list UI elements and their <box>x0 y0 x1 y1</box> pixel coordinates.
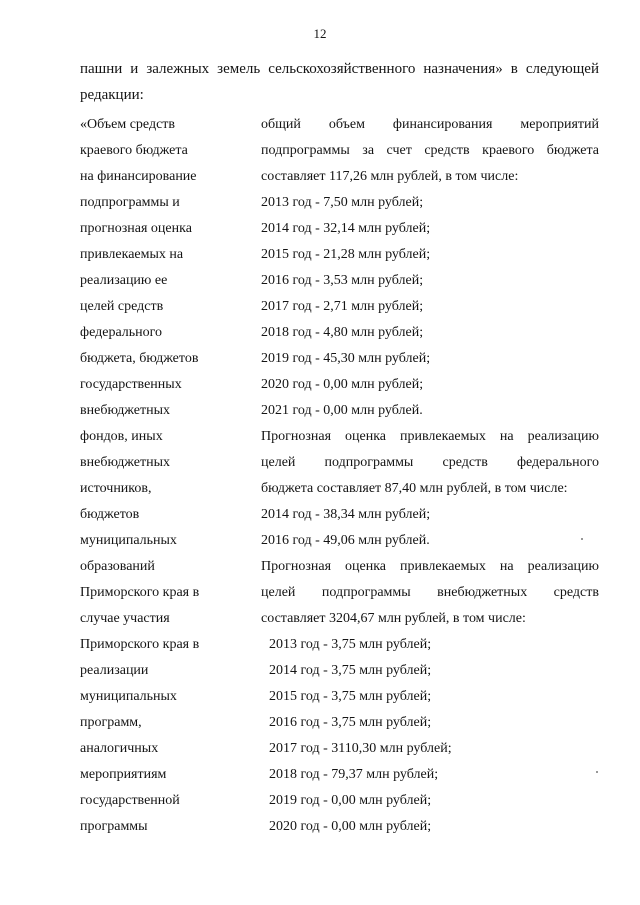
left-column-line: государственной <box>80 793 180 808</box>
page-number: 12 <box>313 26 327 41</box>
right-column-line: 2013 год - 3,75 млн рублей; <box>269 637 432 652</box>
left-column-line: муниципальных <box>80 689 177 704</box>
right-column-line: 2014 год - 38,34 млн рублей; <box>261 507 431 522</box>
left-column-line: на финансирование <box>80 169 197 184</box>
right-column-line: целей подпрограммы внебюджетных средств <box>261 585 599 600</box>
left-column-line: внебюджетных <box>80 455 171 470</box>
left-column-line: случае участия <box>80 611 170 626</box>
left-column-line: подпрограммы и <box>80 195 180 210</box>
left-column-line: Приморского края в <box>80 637 200 652</box>
left-column-line: программы <box>80 819 148 834</box>
left-column-line: краевого бюджета <box>80 143 188 158</box>
left-column-line: Приморского края в <box>80 585 200 600</box>
left-column-line: мероприятиям <box>80 767 167 782</box>
intro-line-1: пашни и залежных земель сельскохозяйственного назначения» в следующей <box>80 61 599 77</box>
right-column-line: 2019 год - 0,00 млн рублей; <box>269 793 432 808</box>
right-column-line: 2015 год - 21,28 млн рублей; <box>261 247 431 262</box>
right-column-line: целей подпрограммы средств федерального <box>261 455 599 470</box>
right-column-line: 2018 год - 4,80 млн рублей; <box>261 325 424 340</box>
right-column-line: 2020 год - 0,00 млн рублей; <box>261 377 424 392</box>
right-column-line: 2014 год - 3,75 млн рублей; <box>269 663 432 678</box>
scan-speck <box>581 538 583 540</box>
left-column-line: программ, <box>80 715 142 730</box>
left-column-line: целей средств <box>80 299 164 314</box>
right-column-line: 2015 год - 3,75 млн рублей; <box>269 689 432 704</box>
left-column-line: «Объем средств <box>80 117 176 132</box>
left-column-line: бюджета, бюджетов <box>80 351 199 366</box>
left-column-line: реализацию ее <box>80 273 168 288</box>
right-column-line: 2014 год - 32,14 млн рублей; <box>261 221 431 236</box>
left-column-line: муниципальных <box>80 533 177 548</box>
right-column-line: Прогнозная оценка привлекаемых на реализацию <box>261 559 599 574</box>
right-column-line: 2016 год - 3,53 млн рублей; <box>261 273 424 288</box>
left-column-line: внебюджетных <box>80 403 171 418</box>
right-column-line: 2016 год - 3,75 млн рублей; <box>269 715 432 730</box>
right-column-line: 2021 год - 0,00 млн рублей. <box>261 403 423 418</box>
right-column-line: составляет 3204,67 млн рублей, в том числе: <box>261 611 526 626</box>
right-column-line: подпрограммы за счет средств краевого бюджета <box>261 143 599 158</box>
left-column-line: образований <box>80 559 155 574</box>
right-column-line: 2020 год - 0,00 млн рублей; <box>269 819 432 834</box>
right-column-line: бюджета составляет 87,40 млн рублей, в том числе: <box>261 481 568 496</box>
left-column-line: источников, <box>80 481 152 496</box>
scan-speck <box>596 771 598 773</box>
table-right-column <box>261 115 599 843</box>
left-column-line: бюджетов <box>80 507 140 522</box>
left-column-line: привлекаемых на <box>80 247 184 262</box>
left-column-line: государственных <box>80 377 182 392</box>
right-column-line: Прогнозная оценка привлекаемых на реализацию <box>261 429 599 444</box>
right-column-line: 2016 год - 49,06 млн рублей. <box>261 533 430 548</box>
right-column-line: 2019 год - 45,30 млн рублей; <box>261 351 431 366</box>
right-column-line: 2017 год - 3110,30 млн рублей; <box>269 741 452 756</box>
left-column-line: аналогичных <box>80 741 159 756</box>
right-column-line: 2017 год - 2,71 млн рублей; <box>261 299 424 314</box>
right-column-line: 2018 год - 79,37 млн рублей; <box>269 767 439 782</box>
right-column-line: составляет 117,26 млн рублей, в том числе: <box>261 169 519 184</box>
table-left-column <box>80 115 250 843</box>
left-column-line: федерального <box>80 325 163 340</box>
left-column-line: реализации <box>80 663 149 678</box>
right-column-line: общий объем финансирования мероприятий <box>261 117 599 132</box>
intro-line-2: редакции: <box>80 87 144 103</box>
left-column-line: фондов, иных <box>80 429 163 444</box>
left-column-line: прогнозная оценка <box>80 221 192 236</box>
right-column-line: 2013 год - 7,50 млн рублей; <box>261 195 424 210</box>
